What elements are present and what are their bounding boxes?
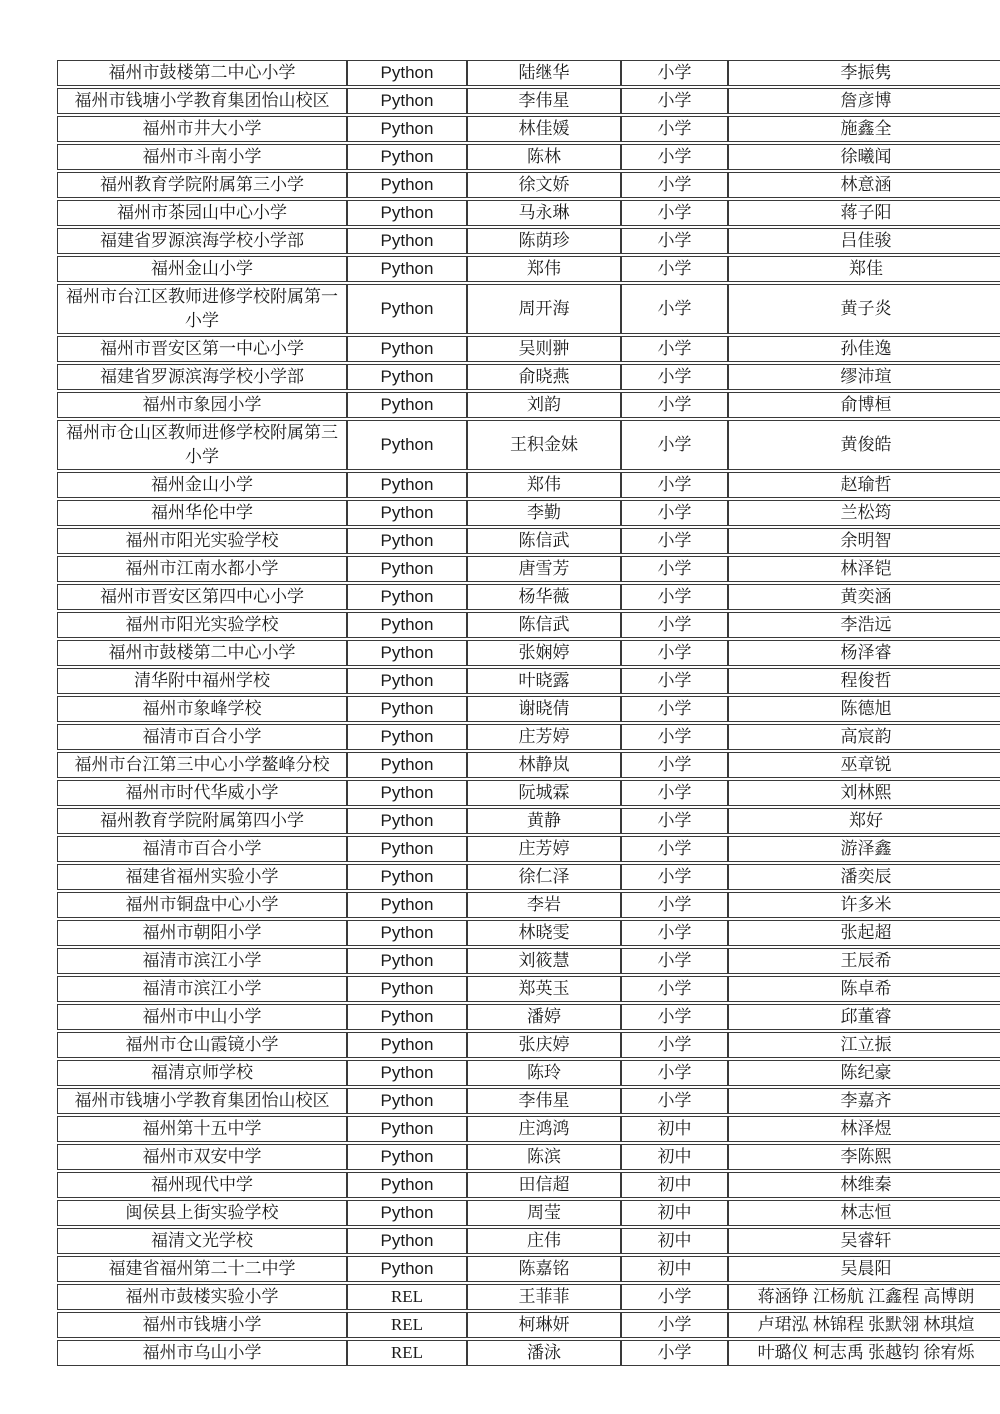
cell-school: 福州市象峰学校 — [57, 696, 347, 722]
cell-level: 小学 — [621, 144, 728, 170]
table-row — [57, 724, 1000, 750]
table-row — [57, 1256, 1000, 1282]
cell-teacher: 郑英玉 — [467, 976, 621, 1002]
cell-students: 黄子炎 — [728, 284, 1000, 334]
cell-language: Python — [347, 1032, 467, 1058]
cell-language: Python — [347, 116, 467, 142]
results-table — [57, 58, 1000, 1368]
cell-school: 福州市铜盘中心小学 — [57, 892, 347, 918]
cell-level: 小学 — [621, 60, 728, 86]
cell-language: Python — [347, 584, 467, 610]
cell-level: 小学 — [621, 420, 728, 470]
cell-language: REL — [347, 1312, 467, 1338]
cell-students: 蒋子阳 — [728, 200, 1000, 226]
cell-teacher: 李伟星 — [467, 88, 621, 114]
cell-teacher: 郑伟 — [467, 472, 621, 498]
cell-language: Python — [347, 420, 467, 470]
cell-school: 福州第十五中学 — [57, 1116, 347, 1142]
cell-level: 小学 — [621, 1060, 728, 1086]
table-row — [57, 1032, 1000, 1058]
cell-students: 李浩远 — [728, 612, 1000, 638]
cell-teacher: 陈信武 — [467, 612, 621, 638]
cell-level: 小学 — [621, 948, 728, 974]
cell-language: Python — [347, 752, 467, 778]
cell-students: 施鑫全 — [728, 116, 1000, 142]
cell-language: Python — [347, 256, 467, 282]
cell-teacher: 叶晓露 — [467, 668, 621, 694]
table-row — [57, 780, 1000, 806]
table-row — [57, 172, 1000, 198]
cell-teacher: 陈滨 — [467, 1144, 621, 1170]
cell-students: 江立振 — [728, 1032, 1000, 1058]
cell-language: Python — [347, 668, 467, 694]
cell-language: Python — [347, 500, 467, 526]
cell-language: Python — [347, 1172, 467, 1198]
table-row — [57, 640, 1000, 666]
cell-students: 吴睿轩 — [728, 1228, 1000, 1254]
table-row — [57, 60, 1000, 86]
cell-language: Python — [347, 336, 467, 362]
cell-level: 小学 — [621, 752, 728, 778]
cell-school: 福建省福州第二十二中学 — [57, 1256, 347, 1282]
table-row — [57, 88, 1000, 114]
cell-school: 福建省罗源滨海学校小学部 — [57, 364, 347, 390]
cell-school: 福州市晋安区第四中心小学 — [57, 584, 347, 610]
cell-school: 福州市台江区教师进修学校附属第一小学 — [57, 284, 347, 334]
cell-teacher: 林静岚 — [467, 752, 621, 778]
cell-students: 潘奕辰 — [728, 864, 1000, 890]
cell-language: Python — [347, 780, 467, 806]
cell-teacher: 庄芳婷 — [467, 836, 621, 862]
cell-students: 游泽鑫 — [728, 836, 1000, 862]
table-row — [57, 892, 1000, 918]
cell-teacher: 徐文娇 — [467, 172, 621, 198]
cell-level: 小学 — [621, 392, 728, 418]
cell-school: 福州市象园小学 — [57, 392, 347, 418]
cell-teacher: 杨华薇 — [467, 584, 621, 610]
cell-language: Python — [347, 1060, 467, 1086]
cell-level: 小学 — [621, 808, 728, 834]
cell-level: 小学 — [621, 556, 728, 582]
cell-students: 吕佳骏 — [728, 228, 1000, 254]
cell-level: 小学 — [621, 920, 728, 946]
cell-school: 福州市江南水都小学 — [57, 556, 347, 582]
cell-level: 小学 — [621, 172, 728, 198]
table-row — [57, 116, 1000, 142]
cell-teacher: 林晓雯 — [467, 920, 621, 946]
cell-level: 小学 — [621, 892, 728, 918]
table-row — [57, 864, 1000, 890]
table-row — [57, 1312, 1000, 1338]
cell-teacher: 陈嘉铭 — [467, 1256, 621, 1282]
cell-school: 福州市阳光实验学校 — [57, 612, 347, 638]
cell-level: 小学 — [621, 584, 728, 610]
table-row — [57, 1228, 1000, 1254]
cell-students: 郑佳 — [728, 256, 1000, 282]
cell-language: Python — [347, 364, 467, 390]
cell-level: 小学 — [621, 696, 728, 722]
cell-school: 福州市钱塘小学教育集团怡山校区 — [57, 1088, 347, 1114]
cell-level: 小学 — [621, 284, 728, 334]
cell-level: 小学 — [621, 228, 728, 254]
table-row — [57, 696, 1000, 722]
table-row — [57, 144, 1000, 170]
cell-teacher: 潘婷 — [467, 1004, 621, 1030]
cell-language: Python — [347, 144, 467, 170]
cell-teacher: 王菲菲 — [467, 1284, 621, 1310]
cell-language: Python — [347, 392, 467, 418]
cell-language: Python — [347, 808, 467, 834]
cell-language: Python — [347, 976, 467, 1002]
cell-school: 福州市钱塘小学 — [57, 1312, 347, 1338]
cell-teacher: 张庆婷 — [467, 1032, 621, 1058]
cell-level: 初中 — [621, 1200, 728, 1226]
cell-teacher: 阮城霖 — [467, 780, 621, 806]
cell-teacher: 徐仁泽 — [467, 864, 621, 890]
table-row — [57, 472, 1000, 498]
table-row — [57, 420, 1000, 470]
cell-teacher: 陈玲 — [467, 1060, 621, 1086]
table-row — [57, 500, 1000, 526]
cell-language: Python — [347, 892, 467, 918]
cell-students: 刘林熙 — [728, 780, 1000, 806]
table-row — [57, 1144, 1000, 1170]
cell-level: 初中 — [621, 1228, 728, 1254]
cell-level: 小学 — [621, 1312, 728, 1338]
cell-students: 叶璐仪 柯志禹 张越钧 徐宥烁 — [728, 1340, 1000, 1366]
cell-level: 小学 — [621, 780, 728, 806]
table-row — [57, 612, 1000, 638]
cell-level: 小学 — [621, 976, 728, 1002]
cell-level: 小学 — [621, 336, 728, 362]
cell-level: 小学 — [621, 500, 728, 526]
cell-students: 余明智 — [728, 528, 1000, 554]
cell-teacher: 张娴婷 — [467, 640, 621, 666]
cell-level: 初中 — [621, 1172, 728, 1198]
cell-level: 小学 — [621, 200, 728, 226]
cell-school: 福州市斗南小学 — [57, 144, 347, 170]
cell-school: 闽侯县上街实验学校 — [57, 1200, 347, 1226]
cell-school: 福州市茶园山中心小学 — [57, 200, 347, 226]
cell-school: 福建省罗源滨海学校小学部 — [57, 228, 347, 254]
cell-language: REL — [347, 1284, 467, 1310]
table-row — [57, 284, 1000, 334]
cell-level: 初中 — [621, 1144, 728, 1170]
cell-level: 小学 — [621, 724, 728, 750]
cell-students: 徐曦闻 — [728, 144, 1000, 170]
cell-school: 福清文光学校 — [57, 1228, 347, 1254]
table-row — [57, 752, 1000, 778]
table-row — [57, 584, 1000, 610]
cell-language: Python — [347, 640, 467, 666]
cell-students: 陈卓希 — [728, 976, 1000, 1002]
cell-school: 福州市时代华威小学 — [57, 780, 347, 806]
cell-level: 小学 — [621, 472, 728, 498]
results-table-body — [57, 60, 1000, 1366]
cell-language: Python — [347, 1200, 467, 1226]
cell-language: Python — [347, 612, 467, 638]
cell-level: 小学 — [621, 1032, 728, 1058]
cell-students: 缪沛瑄 — [728, 364, 1000, 390]
cell-language: Python — [347, 948, 467, 974]
cell-teacher: 马永琳 — [467, 200, 621, 226]
cell-school: 福州市井大小学 — [57, 116, 347, 142]
table-row — [57, 1172, 1000, 1198]
cell-school: 福州教育学院附属第四小学 — [57, 808, 347, 834]
cell-language: Python — [347, 528, 467, 554]
cell-level: 小学 — [621, 528, 728, 554]
cell-level: 小学 — [621, 864, 728, 890]
cell-school: 清华附中福州学校 — [57, 668, 347, 694]
table-row — [57, 1060, 1000, 1086]
cell-level: 小学 — [621, 612, 728, 638]
cell-school: 福州金山小学 — [57, 472, 347, 498]
cell-language: Python — [347, 172, 467, 198]
cell-language: Python — [347, 1116, 467, 1142]
cell-teacher: 李岩 — [467, 892, 621, 918]
cell-school: 福州市乌山小学 — [57, 1340, 347, 1366]
cell-students: 李嘉齐 — [728, 1088, 1000, 1114]
cell-language: Python — [347, 472, 467, 498]
cell-teacher: 潘泳 — [467, 1340, 621, 1366]
cell-students: 黄奕涵 — [728, 584, 1000, 610]
cell-students: 巫章锐 — [728, 752, 1000, 778]
cell-school: 福州现代中学 — [57, 1172, 347, 1198]
cell-students: 郑好 — [728, 808, 1000, 834]
cell-teacher: 陆继华 — [467, 60, 621, 86]
cell-language: Python — [347, 284, 467, 334]
cell-students: 林泽煜 — [728, 1116, 1000, 1142]
cell-students: 李陈熙 — [728, 1144, 1000, 1170]
cell-language: Python — [347, 200, 467, 226]
cell-language: Python — [347, 724, 467, 750]
table-row — [57, 808, 1000, 834]
cell-school: 福州市朝阳小学 — [57, 920, 347, 946]
cell-students: 陈纪豪 — [728, 1060, 1000, 1086]
cell-teacher: 俞晓燕 — [467, 364, 621, 390]
cell-school: 福清市百合小学 — [57, 836, 347, 862]
cell-teacher: 王积金妹 — [467, 420, 621, 470]
cell-level: 小学 — [621, 88, 728, 114]
table-row — [57, 668, 1000, 694]
cell-school: 福州市双安中学 — [57, 1144, 347, 1170]
table-row — [57, 392, 1000, 418]
cell-level: 小学 — [621, 1088, 728, 1114]
cell-students: 李振隽 — [728, 60, 1000, 86]
table-row — [57, 1340, 1000, 1366]
cell-teacher: 李勤 — [467, 500, 621, 526]
cell-language: Python — [347, 88, 467, 114]
cell-teacher: 庄伟 — [467, 1228, 621, 1254]
cell-language: Python — [347, 864, 467, 890]
cell-school: 福清市滨江小学 — [57, 948, 347, 974]
cell-teacher: 吴则翀 — [467, 336, 621, 362]
cell-school: 福清市百合小学 — [57, 724, 347, 750]
cell-teacher: 陈林 — [467, 144, 621, 170]
cell-students: 王辰希 — [728, 948, 1000, 974]
table-row — [57, 556, 1000, 582]
cell-level: 初中 — [621, 1116, 728, 1142]
table-row — [57, 1200, 1000, 1226]
cell-teacher: 庄鸿鸿 — [467, 1116, 621, 1142]
cell-teacher: 林佳媛 — [467, 116, 621, 142]
cell-language: Python — [347, 696, 467, 722]
cell-school: 福州市钱塘小学教育集团怡山校区 — [57, 88, 347, 114]
cell-teacher: 唐雪芳 — [467, 556, 621, 582]
cell-teacher: 庄芳婷 — [467, 724, 621, 750]
cell-students: 俞博桓 — [728, 392, 1000, 418]
cell-teacher: 田信超 — [467, 1172, 621, 1198]
cell-students: 詹彦博 — [728, 88, 1000, 114]
cell-level: 初中 — [621, 1256, 728, 1282]
cell-school: 福州市中山小学 — [57, 1004, 347, 1030]
cell-level: 小学 — [621, 364, 728, 390]
cell-students: 蒋涵铮 江杨航 江鑫程 高博朗 — [728, 1284, 1000, 1310]
cell-school: 福州市晋安区第一中心小学 — [57, 336, 347, 362]
table-row — [57, 336, 1000, 362]
table-row — [57, 228, 1000, 254]
cell-students: 张起超 — [728, 920, 1000, 946]
table-row — [57, 920, 1000, 946]
cell-students: 林志恒 — [728, 1200, 1000, 1226]
table-row — [57, 528, 1000, 554]
cell-language: Python — [347, 920, 467, 946]
cell-school: 福清市滨江小学 — [57, 976, 347, 1002]
cell-students: 程俊哲 — [728, 668, 1000, 694]
cell-school: 福建省福州实验小学 — [57, 864, 347, 890]
cell-students: 卢珺泓 林锦程 张默翎 林琪煊 — [728, 1312, 1000, 1338]
cell-school: 福州华伦中学 — [57, 500, 347, 526]
cell-level: 小学 — [621, 1004, 728, 1030]
cell-level: 小学 — [621, 116, 728, 142]
cell-students: 孙佳逸 — [728, 336, 1000, 362]
cell-language: Python — [347, 1004, 467, 1030]
cell-students: 许多米 — [728, 892, 1000, 918]
cell-level: 小学 — [621, 640, 728, 666]
cell-language: Python — [347, 228, 467, 254]
cell-teacher: 柯琳妍 — [467, 1312, 621, 1338]
table-row — [57, 200, 1000, 226]
cell-teacher: 陈信武 — [467, 528, 621, 554]
cell-students: 高宸韵 — [728, 724, 1000, 750]
cell-school: 福州市仓山霞镜小学 — [57, 1032, 347, 1058]
cell-teacher: 陈荫珍 — [467, 228, 621, 254]
cell-language: Python — [347, 60, 467, 86]
cell-level: 小学 — [621, 668, 728, 694]
table-row — [57, 836, 1000, 862]
cell-school: 福州市鼓楼第二中心小学 — [57, 60, 347, 86]
cell-language: Python — [347, 1256, 467, 1282]
cell-students: 邱董睿 — [728, 1004, 1000, 1030]
cell-level: 小学 — [621, 1340, 728, 1366]
cell-students: 杨泽睿 — [728, 640, 1000, 666]
cell-language: Python — [347, 1228, 467, 1254]
table-row — [57, 948, 1000, 974]
table-row — [57, 1116, 1000, 1142]
cell-teacher: 李伟星 — [467, 1088, 621, 1114]
cell-level: 小学 — [621, 256, 728, 282]
cell-school: 福州教育学院附属第三小学 — [57, 172, 347, 198]
table-row — [57, 976, 1000, 1002]
cell-teacher: 郑伟 — [467, 256, 621, 282]
cell-teacher: 周开海 — [467, 284, 621, 334]
table-row — [57, 1284, 1000, 1310]
cell-students: 黄俊皓 — [728, 420, 1000, 470]
cell-school: 福州市鼓楼实验小学 — [57, 1284, 347, 1310]
cell-students: 赵瑜哲 — [728, 472, 1000, 498]
cell-students: 林泽铠 — [728, 556, 1000, 582]
table-row — [57, 256, 1000, 282]
cell-teacher: 黄静 — [467, 808, 621, 834]
cell-school: 福州市仓山区教师进修学校附属第三小学 — [57, 420, 347, 470]
cell-students: 陈德旭 — [728, 696, 1000, 722]
cell-school: 福州金山小学 — [57, 256, 347, 282]
cell-school: 福州市台江第三中心小学鳌峰分校 — [57, 752, 347, 778]
cell-language: Python — [347, 836, 467, 862]
cell-level: 小学 — [621, 1284, 728, 1310]
cell-school: 福州市鼓楼第二中心小学 — [57, 640, 347, 666]
cell-level: 小学 — [621, 836, 728, 862]
cell-school: 福州市阳光实验学校 — [57, 528, 347, 554]
cell-school: 福清京师学校 — [57, 1060, 347, 1086]
cell-language: REL — [347, 1340, 467, 1366]
table-row — [57, 364, 1000, 390]
cell-language: Python — [347, 1144, 467, 1170]
cell-students: 林意涵 — [728, 172, 1000, 198]
cell-language: Python — [347, 1088, 467, 1114]
cell-students: 吴晨阳 — [728, 1256, 1000, 1282]
table-row — [57, 1088, 1000, 1114]
cell-teacher: 刘韵 — [467, 392, 621, 418]
cell-teacher: 周莹 — [467, 1200, 621, 1226]
cell-teacher: 谢晓倩 — [467, 696, 621, 722]
cell-teacher: 刘筱慧 — [467, 948, 621, 974]
cell-students: 兰松筠 — [728, 500, 1000, 526]
table-row — [57, 1004, 1000, 1030]
cell-students: 林维秦 — [728, 1172, 1000, 1198]
cell-language: Python — [347, 556, 467, 582]
